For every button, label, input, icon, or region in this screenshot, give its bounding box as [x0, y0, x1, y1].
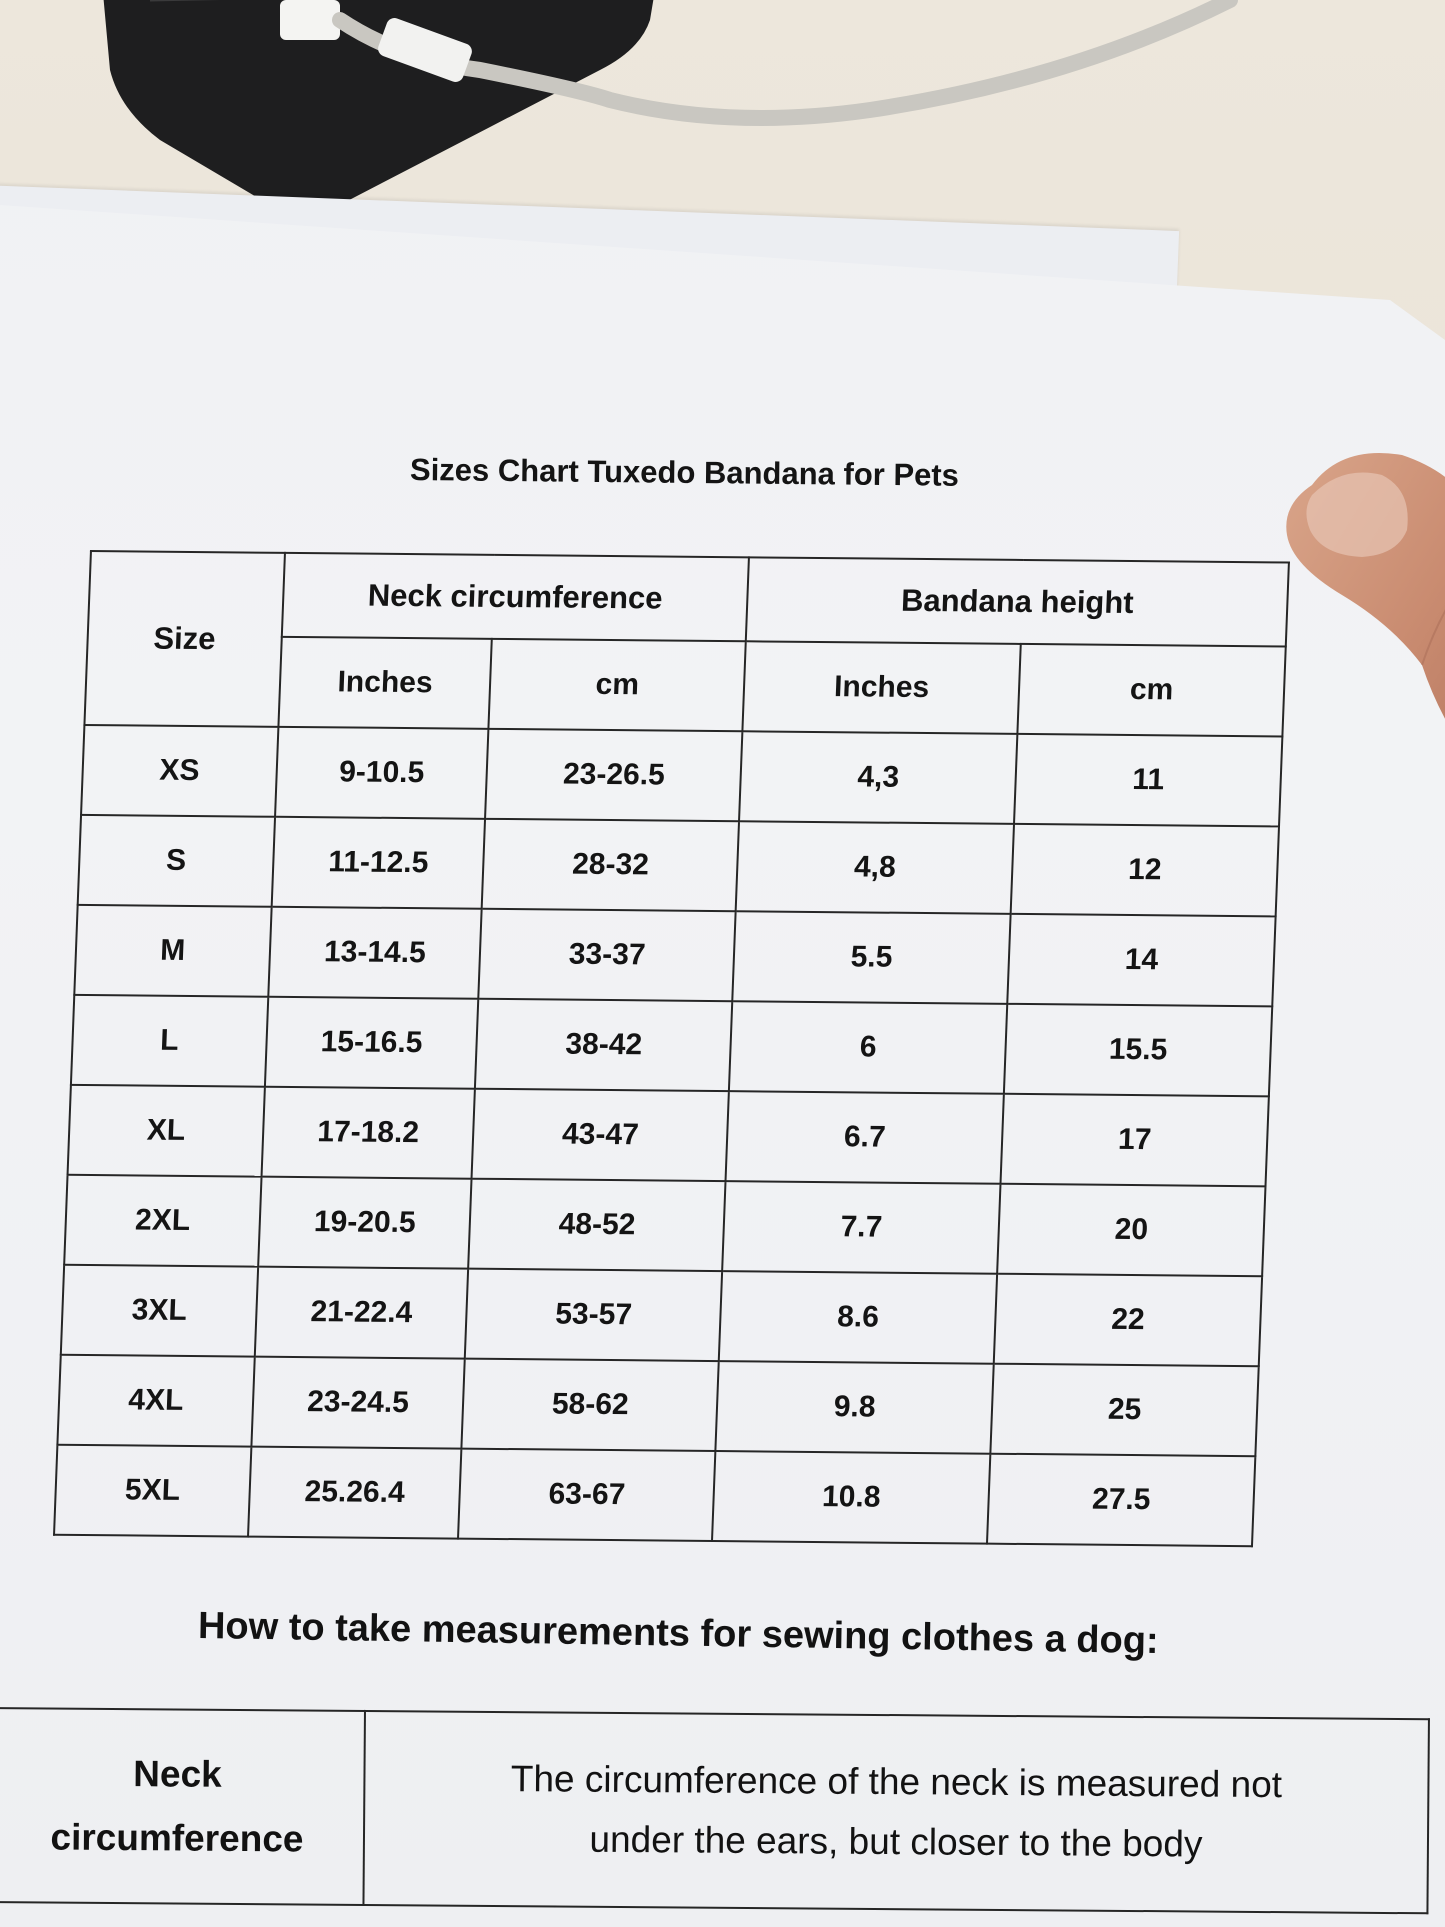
neck-cm-cell: 43-47 — [472, 1089, 729, 1181]
neck-cm-cell: 48-52 — [469, 1179, 726, 1271]
table-row — [68, 1085, 1269, 1186]
size-cell: L — [71, 995, 268, 1087]
neck-cm-cell: 63-67 — [458, 1449, 715, 1541]
bandana-cm-cell: 17 — [1001, 1094, 1269, 1187]
neck-inches-cell: 11-12.5 — [271, 817, 485, 909]
table-row — [74, 905, 1275, 1006]
size-cell: XL — [68, 1085, 265, 1177]
bandana-inches-cell: 6 — [729, 1001, 1007, 1094]
neck-inches-header: Inches — [278, 637, 492, 729]
table-header-row — [88, 551, 1289, 646]
measurement-label — [0, 1708, 365, 1905]
bandana-inches-cell: 5.5 — [732, 911, 1010, 1004]
size-cell: XS — [81, 725, 278, 817]
neck-header: Neck circumference — [281, 553, 749, 641]
bandana-inches-cell: 6.7 — [726, 1091, 1004, 1184]
neck-cm-cell: 23-26.5 — [485, 729, 742, 821]
neck-inches-cell: 15-16.5 — [264, 997, 478, 1089]
neck-cm-cell: 28-32 — [482, 819, 739, 911]
neck-inches-cell: 23-24.5 — [251, 1357, 465, 1449]
size-cell: S — [78, 815, 275, 907]
bandana-cm-cell: 25 — [990, 1364, 1258, 1457]
size-cell: 5XL — [54, 1445, 251, 1537]
finger — [1272, 445, 1445, 775]
table-row — [54, 1445, 1255, 1546]
measurement-row — [0, 1708, 1429, 1913]
bandana-inches-cell: 8.6 — [719, 1271, 997, 1364]
table-row — [71, 995, 1272, 1096]
label-line-1: Neck — [133, 1753, 222, 1795]
neck-cm-cell: 38-42 — [475, 999, 732, 1091]
bandana-cm-cell: 27.5 — [987, 1454, 1255, 1547]
bandana-cm-cell: 11 — [1014, 734, 1282, 827]
charging-cable — [250, 0, 1250, 160]
neck-cm-cell: 53-57 — [465, 1269, 722, 1361]
neck-inches-cell: 21-22.4 — [254, 1267, 468, 1359]
size-header: Size — [84, 551, 284, 727]
desc-line-2: under the ears, but closer to the body — [589, 1818, 1203, 1865]
bandana-inches-cell: 4,8 — [736, 821, 1014, 914]
table-row — [61, 1265, 1262, 1366]
neck-inches-cell: 19-20.5 — [258, 1177, 472, 1269]
neck-cm-cell: 58-62 — [462, 1359, 719, 1451]
measurement-description — [363, 1711, 1428, 1913]
bandana-cm-cell: 14 — [1007, 914, 1275, 1007]
size-chart-table — [53, 550, 1290, 1547]
bandana-cm-cell: 20 — [997, 1184, 1265, 1277]
measurement-table — [0, 1707, 1430, 1914]
measurements-heading: How to take measurements for sewing clothes a dog: — [197, 1605, 1159, 1663]
size-cell: 2XL — [64, 1175, 261, 1267]
table-row — [57, 1355, 1258, 1456]
bandana-inches-cell: 7.7 — [722, 1181, 1000, 1274]
bandana-inches-cell: 10.8 — [712, 1451, 990, 1544]
neck-inches-cell: 9-10.5 — [275, 727, 489, 819]
size-cell: 3XL — [61, 1265, 258, 1357]
chart-title: Sizes Chart Tuxedo Bandana for Pets — [409, 452, 960, 493]
size-cell: M — [74, 905, 271, 997]
neck-inches-cell: 25.26.4 — [248, 1447, 462, 1539]
size-cell: 4XL — [57, 1355, 254, 1447]
bandana-inches-header: Inches — [742, 641, 1020, 734]
table-row — [64, 1175, 1265, 1276]
bandana-inches-cell: 4,3 — [739, 731, 1017, 824]
label-line-2: circumference — [50, 1816, 304, 1860]
desc-line-1: The circumference of the neck is measured not — [510, 1758, 1283, 1806]
table-row — [81, 725, 1282, 826]
bandana-cm-cell: 12 — [1011, 824, 1279, 917]
bandana-cm-cell: 22 — [994, 1274, 1262, 1367]
neck-cm-header: cm — [489, 639, 746, 731]
neck-cm-cell: 33-37 — [479, 909, 736, 1001]
neck-inches-cell: 17-18.2 — [261, 1087, 475, 1179]
bandana-cm-header: cm — [1017, 644, 1285, 737]
neck-inches-cell: 13-14.5 — [268, 907, 482, 999]
bandana-header: Bandana height — [746, 557, 1289, 646]
table-row — [78, 815, 1279, 916]
bandana-cm-cell: 15.5 — [1004, 1004, 1272, 1097]
bandana-inches-cell: 9.8 — [715, 1361, 993, 1454]
